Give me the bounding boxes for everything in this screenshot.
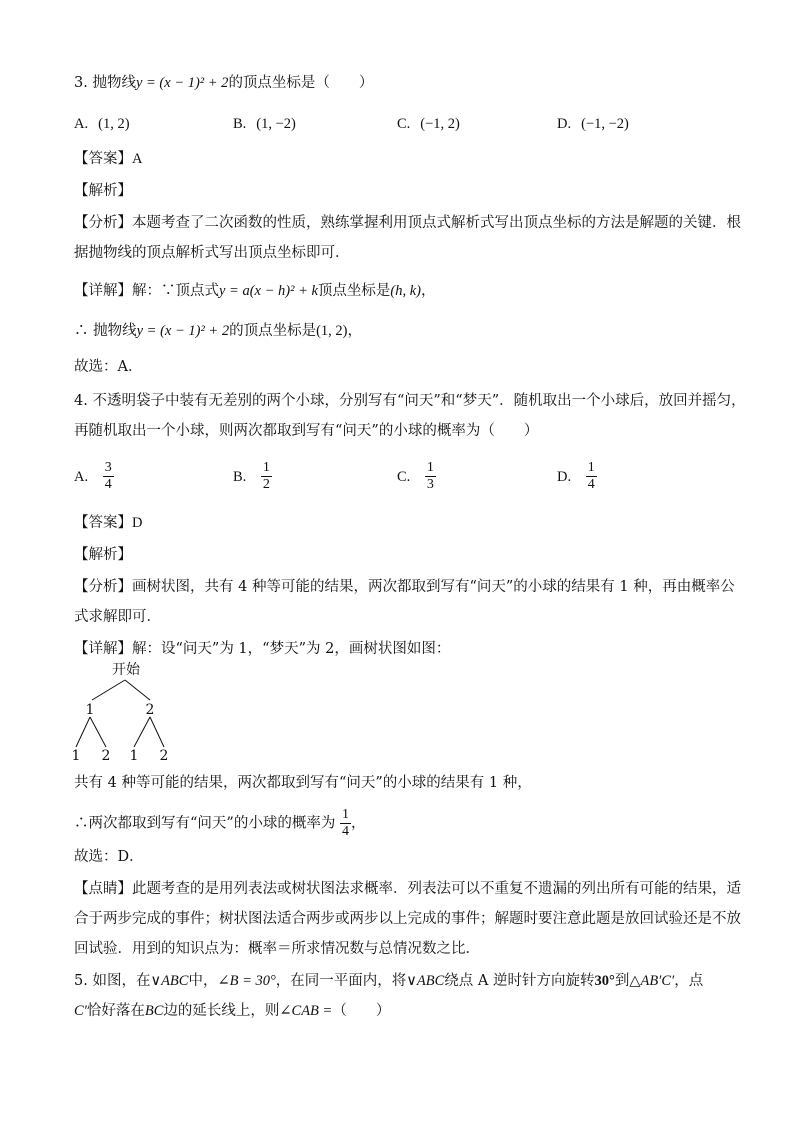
q4-probability: ∴两次都取到写有“问天”的小球的概率为 $\frac{1}{4}$ ， [74,807,366,839]
q4-result: 共有 4 种等可能的结果，两次都取到写有“问天”的小球的结果有 1 种， [74,775,532,791]
q4-dianjing-cont2: 回试验．用到的知识点为：概率＝所求情况数与总情况数之比． [74,941,480,957]
q3-xiangjie: 【详解】解：∵顶点式y = a(x − h)² + k顶点坐标是(h, k)， [74,283,436,299]
q5-stem-cont: C′恰好落在BC边的延长线上，则∠CAB =（ ） [74,1003,391,1019]
q5-number: 5. [74,973,88,989]
tree-diagram [70,662,180,767]
q3-answer: 【答案】A [74,151,143,167]
tree-root: 开始 [112,662,140,678]
q4-stem: 4. 不透明袋子中装有无差别的两个小球，分别写有“问天”和“梦天”．随机取出一个小球后，放回并摇匀， [74,393,746,409]
q4-option-c: C. $\frac{1}{3}$ [397,460,434,492]
q5-stem: 5. 如图，在∨ABC中，∠B = 30°，在同一平面内，将∨ABC绕点 A 逆时针方向旋转30°到△AB′C′，点 [74,973,704,989]
q4-option-d: D. $\frac{1}{4}$ [557,460,595,492]
tree-node-1: 1 [85,702,95,718]
q4-dianjing-cont1: 合于两步完成的事件；树状图法适合两步或两步以上完成的事件；解题时要注意此题是放回试验还是不放 [74,911,741,927]
q4-choose: 故选：D． [74,849,144,865]
q4-answer: 【答案】D [74,515,143,531]
q3-stem [74,73,373,93]
q4-xiangjie: 【详解】解：设“问天”为 1，“梦天”为 2，画树状图如图： [74,641,451,657]
q3-stem-pre: 抛物线 [92,75,136,91]
q4-fenxi: 【分析】画树状图，共有 4 种等可能的结果，两次都取到写有“问天”的小球的结果有 1 种，再由概率公 [74,579,735,595]
q3-number: 3. [74,75,88,91]
q4-stem-cont: 再随机取出一个小球，则两次都取到写有“问天”的小球的概率为（ ） [74,423,539,439]
q3-analysis-heading: 【解析】 [74,183,132,199]
q4-analysis-heading: 【解析】 [74,547,132,563]
q3-option-a: A. (1, 2) [74,116,130,132]
q4-dianjing: 【点睛】此题考查的是用列表法或树状图法求概率．列表法可以不重复不遗漏的列出所有可能的结果，适 [74,881,741,897]
q3-stem-post: 的顶点坐标是（ ） [228,75,374,91]
tree-node-2: 2 [145,702,155,718]
q4-fenxi-cont: 式求解即可． [74,609,161,625]
q4-number: 4. [74,393,88,409]
tree-leaf-4: 2 [159,748,169,764]
q4-option-b: B. $\frac{1}{2}$ [233,460,270,492]
q3-option-d: D. (−1, −2) [557,116,629,132]
q3-option-b: B. (1, −2) [233,116,296,132]
q4-option-a: A. $\frac{3}{4}$ [74,460,112,492]
tree-leaf-1: 1 [71,748,81,764]
q3-fenxi: 【分析】本题考查了二次函数的性质，熟练掌握利用顶点式解析式写出顶点坐标的方法是解题的关键．根 [74,215,741,231]
q3-therefore: ∴ 抛物线y = (x − 1)² + 2的顶点坐标是(1, 2)， [74,323,363,339]
tree-leaf-3: 1 [129,748,139,764]
q3-option-c: C. (−1, 2) [397,116,460,132]
q3-formula: y = (x − 1)² + 2 [135,75,229,91]
q3-fenxi-cont: 据抛物线的顶点解析式写出顶点坐标即可． [74,245,350,261]
tree-leaf-2: 2 [101,748,111,764]
q3-choose: 故选：A． [74,359,143,375]
